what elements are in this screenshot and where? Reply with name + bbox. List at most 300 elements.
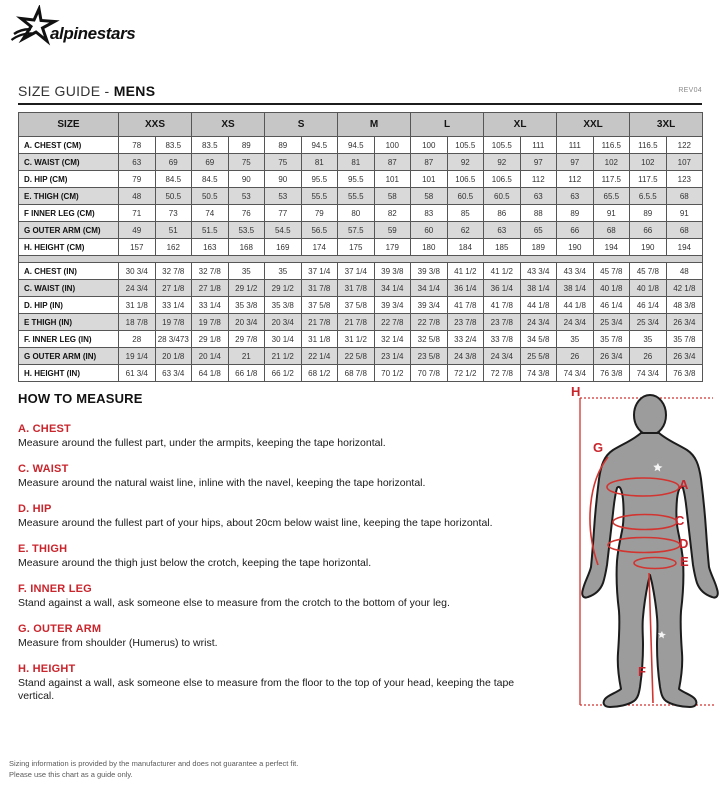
size-header-xl: XL: [484, 113, 557, 137]
size-header-xxs: XXS: [119, 113, 192, 137]
size-cell: 87: [411, 154, 448, 171]
measure-item: [18, 623, 553, 650]
size-cell: 35: [228, 263, 265, 280]
size-cell: 68: [666, 188, 703, 205]
size-cell: 39 3/8: [374, 263, 411, 280]
size-cell: 25 5/8: [520, 348, 557, 365]
size-cell: 194: [593, 239, 630, 256]
size-cell: 36 1/4: [447, 280, 484, 297]
size-cell: 64 1/8: [192, 365, 229, 382]
size-cell: 24 3/4: [520, 314, 557, 331]
measure-item: [18, 503, 553, 530]
size-cell: 35: [265, 263, 302, 280]
size-cell: 111: [520, 137, 557, 154]
size-cell: 90: [228, 171, 265, 188]
size-cell: 68 7/8: [338, 365, 375, 382]
measure-list: [18, 423, 553, 703]
row-label: C. WAIST (CM): [19, 154, 119, 171]
size-cell: 76 3/8: [593, 365, 630, 382]
size-table: [18, 112, 703, 382]
size-cell: 19 7/8: [155, 314, 192, 331]
row-label: E THIGH (IN): [19, 314, 119, 331]
size-cell: 41 7/8: [484, 297, 521, 314]
size-cell: 123: [666, 171, 703, 188]
size-cell: 24 3/4: [557, 314, 594, 331]
size-cell: 180: [411, 239, 448, 256]
size-cell: 71: [119, 205, 156, 222]
size-cell: 89: [557, 205, 594, 222]
row-label: G OUTER ARM (CM): [19, 222, 119, 239]
table-row: [19, 365, 703, 382]
size-cell: 31 7/8: [338, 280, 375, 297]
size-cell: 26 3/4: [666, 314, 703, 331]
row-label: G OUTER ARM (IN): [19, 348, 119, 365]
size-cell: 24 3/4: [484, 348, 521, 365]
size-cell: 66 1/8: [228, 365, 265, 382]
size-cell: 175: [338, 239, 375, 256]
size-cell: 95.5: [338, 171, 375, 188]
size-cell: 27 1/8: [192, 280, 229, 297]
size-cell: 112: [520, 171, 557, 188]
size-cell: 22 7/8: [374, 314, 411, 331]
size-cell: 20 3/4: [265, 314, 302, 331]
size-cell: 40 1/8: [593, 280, 630, 297]
size-cell: 48: [666, 263, 703, 280]
size-cell: 94.5: [301, 137, 338, 154]
size-cell: 75: [228, 154, 265, 171]
size-cell: 101: [411, 171, 448, 188]
size-cell: 75: [265, 154, 302, 171]
size-cell: 190: [557, 239, 594, 256]
size-cell: 48 3/8: [666, 297, 703, 314]
page-title: [18, 83, 702, 99]
size-cell: 37 5/8: [338, 297, 375, 314]
size-cell: 35 3/8: [228, 297, 265, 314]
size-cell: 63: [119, 154, 156, 171]
table-row: [19, 280, 703, 297]
size-cell: 122: [666, 137, 703, 154]
row-label: A. CHEST (CM): [19, 137, 119, 154]
row-label: D. HIP (CM): [19, 171, 119, 188]
size-cell: 117.5: [593, 171, 630, 188]
size-cell: 32 5/8: [411, 331, 448, 348]
size-cell: 69: [192, 154, 229, 171]
size-cell: 55.5: [338, 188, 375, 205]
how-to-measure-title: HOW TO MEASURE: [18, 391, 143, 406]
measure-heading: D. HIP: [18, 503, 52, 515]
size-cell: 57.5: [338, 222, 375, 239]
table-row: [19, 331, 703, 348]
size-cell: 105.5: [447, 137, 484, 154]
size-cell: 74 3/8: [520, 365, 557, 382]
size-cell: 86: [484, 205, 521, 222]
size-header-xs: XS: [192, 113, 265, 137]
size-cell: 89: [630, 205, 667, 222]
size-cell: 184: [447, 239, 484, 256]
size-cell: 19 7/8: [192, 314, 229, 331]
size-cell: 41 1/2: [484, 263, 521, 280]
size-cell: 18 7/8: [119, 314, 156, 331]
size-cell: 25 3/4: [630, 314, 667, 331]
body-figure: [555, 385, 720, 717]
size-cell: 23 5/8: [411, 348, 448, 365]
size-cell: 33 7/8: [484, 331, 521, 348]
size-cell: 38 1/4: [557, 280, 594, 297]
size-cell: 72 7/8: [484, 365, 521, 382]
size-cell: 32 7/8: [155, 263, 192, 280]
size-cell: 102: [593, 154, 630, 171]
size-header-l: L: [411, 113, 484, 137]
size-cell: 37 5/8: [301, 297, 338, 314]
size-cell: 46 1/4: [593, 297, 630, 314]
size-cell: 74 3/4: [557, 365, 594, 382]
size-cell: 60: [411, 222, 448, 239]
size-cell: 58: [411, 188, 448, 205]
size-cell: 65: [520, 222, 557, 239]
table-row: [19, 297, 703, 314]
size-header-xxl: XXL: [557, 113, 630, 137]
size-cell: 76 3/8: [666, 365, 703, 382]
size-cell: 43 3/4: [520, 263, 557, 280]
size-cell: 41 7/8: [447, 297, 484, 314]
table-row: [19, 205, 703, 222]
size-cell: 62: [447, 222, 484, 239]
page-title-prefix: SIZE GUIDE -: [18, 83, 114, 99]
size-cell: 63: [484, 222, 521, 239]
footer-disclaimer: [9, 758, 298, 780]
table-row: [19, 314, 703, 331]
figure-label-g: G: [593, 440, 604, 455]
size-cell: 77: [265, 205, 302, 222]
size-cell: 54.5: [265, 222, 302, 239]
size-cell: 23 1/4: [374, 348, 411, 365]
size-cell: 30 1/4: [265, 331, 302, 348]
size-cell: 6.5.5: [630, 188, 667, 205]
size-cell: 20 1/4: [192, 348, 229, 365]
size-cell: 107: [666, 154, 703, 171]
size-cell: 33 2/4: [447, 331, 484, 348]
size-cell: 68: [666, 222, 703, 239]
size-cell: 60.5: [447, 188, 484, 205]
measure-item: [18, 663, 553, 703]
size-cell: 65.5: [593, 188, 630, 205]
size-cell: 84.5: [192, 171, 229, 188]
size-cell: 33 1/4: [155, 297, 192, 314]
size-cell: 100: [374, 137, 411, 154]
size-cell: 102: [630, 154, 667, 171]
footer-line-2: Please use this chart as a guide only.: [9, 770, 133, 779]
size-cell: 20 3/4: [228, 314, 265, 331]
size-cell: 26: [630, 348, 667, 365]
size-cell: 90: [265, 171, 302, 188]
size-cell: 43 3/4: [557, 263, 594, 280]
size-cell: 30 3/4: [119, 263, 156, 280]
size-cell: 73: [155, 205, 192, 222]
brand-wordmark: alpinestars: [50, 24, 136, 43]
size-cell: 81: [338, 154, 375, 171]
size-cell: 106.5: [447, 171, 484, 188]
size-cell: 21 7/8: [301, 314, 338, 331]
size-cell: 34 5/8: [520, 331, 557, 348]
figure-label-f: F: [638, 664, 646, 679]
table-row: [19, 154, 703, 171]
size-cell: 78: [119, 137, 156, 154]
size-cell: 66: [630, 222, 667, 239]
size-cell: 66 1/2: [265, 365, 302, 382]
size-cell: 74: [192, 205, 229, 222]
size-cell: 26 3/4: [593, 348, 630, 365]
size-cell: 45 7/8: [630, 263, 667, 280]
size-cell: 106.5: [484, 171, 521, 188]
figure-label-c: C: [675, 513, 685, 528]
size-cell: 22 5/8: [338, 348, 375, 365]
size-cell: 36 1/4: [484, 280, 521, 297]
size-cell: 190: [630, 239, 667, 256]
size-cell: 35: [557, 331, 594, 348]
size-cell: 29 1/8: [192, 331, 229, 348]
size-cell: 39 3/4: [374, 297, 411, 314]
size-cell: 94.5: [338, 137, 375, 154]
size-cell: 60.5: [484, 188, 521, 205]
size-cell: 50.5: [155, 188, 192, 205]
size-cell: 19 1/4: [119, 348, 156, 365]
row-label: D. HIP (IN): [19, 297, 119, 314]
size-cell: 28 3/473: [155, 331, 192, 348]
size-cell: 72 1/2: [447, 365, 484, 382]
size-cell: 39 3/4: [411, 297, 448, 314]
size-cell: 63: [557, 188, 594, 205]
size-cell: 29 1/2: [228, 280, 265, 297]
measure-description: Measure around the natural waist line, inline with the navel, keeping the tape horizontal.: [18, 477, 426, 489]
size-cell: 41 1/2: [447, 263, 484, 280]
size-cell: 53: [265, 188, 302, 205]
size-cell: 53: [228, 188, 265, 205]
footer-line-1: Sizing information is provided by the manufacturer and does not guarantee a perfect fit.: [9, 759, 299, 768]
size-cell: 29 7/8: [228, 331, 265, 348]
size-cell: 66: [557, 222, 594, 239]
size-cell: 69: [155, 154, 192, 171]
size-cell: 42 1/8: [666, 280, 703, 297]
table-row: [19, 171, 703, 188]
size-cell: 91: [593, 205, 630, 222]
size-cell: 39 3/8: [411, 263, 448, 280]
size-cell: 23 7/8: [484, 314, 521, 331]
measure-description: Measure around the fullest part of your hips, about 20cm below waist line, keeping the tape horizontal.: [18, 517, 493, 529]
size-cell: 76: [228, 205, 265, 222]
size-cell: 34 1/4: [374, 280, 411, 297]
size-cell: 117.5: [630, 171, 667, 188]
size-cell: 68: [593, 222, 630, 239]
size-cell: 83: [411, 205, 448, 222]
size-cell: 179: [374, 239, 411, 256]
size-cell: 37 1/4: [301, 263, 338, 280]
table-row: [19, 137, 703, 154]
size-cell: 95.5: [301, 171, 338, 188]
size-cell: 79: [301, 205, 338, 222]
table-separator-row: [19, 256, 703, 263]
size-header-3xl: 3XL: [630, 113, 703, 137]
size-cell: 37 1/4: [338, 263, 375, 280]
figure-label-h: H: [571, 385, 581, 399]
measure-heading: C. WAIST: [18, 463, 69, 475]
size-cell: 51: [155, 222, 192, 239]
table-row: [19, 348, 703, 365]
size-cell: 101: [374, 171, 411, 188]
size-cell: 157: [119, 239, 156, 256]
figure-label-d: D: [679, 536, 689, 551]
measure-heading: H. HEIGHT: [18, 663, 76, 675]
size-cell: 25 3/4: [593, 314, 630, 331]
size-cell: 49: [119, 222, 156, 239]
size-cell: 35: [630, 331, 667, 348]
size-cell: 35 7/8: [593, 331, 630, 348]
size-cell: 22 1/4: [301, 348, 338, 365]
row-label: A. CHEST (IN): [19, 263, 119, 280]
size-cell: 29 1/2: [265, 280, 302, 297]
size-cell: 24 3/4: [119, 280, 156, 297]
size-cell: 74 3/4: [630, 365, 667, 382]
size-cell: 45 7/8: [593, 263, 630, 280]
row-label: H. HEIGHT (IN): [19, 365, 119, 382]
alpinestars-logo: [8, 5, 168, 51]
size-cell: 21: [228, 348, 265, 365]
size-cell: 88: [520, 205, 557, 222]
table-header-row: [19, 113, 703, 137]
row-label: E. THIGH (CM): [19, 188, 119, 205]
size-cell: 89: [228, 137, 265, 154]
size-cell: 26 3/4: [666, 348, 703, 365]
size-cell: 97: [520, 154, 557, 171]
size-cell: 31 7/8: [301, 280, 338, 297]
size-cell: 79: [119, 171, 156, 188]
measure-description: Stand against a wall, ask someone else to measure from the floor to the top of your head, keeping the tape vertical.: [18, 677, 515, 702]
size-cell: 34 1/4: [411, 280, 448, 297]
revision-label: REV04: [678, 87, 702, 94]
size-cell: 80: [338, 205, 375, 222]
size-cell: 38 1/4: [520, 280, 557, 297]
size-cell: 26: [557, 348, 594, 365]
size-cell: 21 1/2: [265, 348, 302, 365]
size-cell: 56.5: [301, 222, 338, 239]
table-row: [19, 188, 703, 205]
size-header-m: M: [338, 113, 411, 137]
measure-description: Stand against a wall, ask someone else to measure from the crotch to the bottom of your leg.: [18, 597, 450, 609]
size-cell: 33 1/4: [192, 297, 229, 314]
size-cell: 35 7/8: [666, 331, 703, 348]
page-title-gender: MENS: [113, 83, 156, 99]
size-cell: 53.5: [228, 222, 265, 239]
size-cell: 70 7/8: [411, 365, 448, 382]
size-cell: 105.5: [484, 137, 521, 154]
size-cell: 87: [374, 154, 411, 171]
row-label: F. INNER LEG (IN): [19, 331, 119, 348]
size-cell: 21 7/8: [338, 314, 375, 331]
size-cell: 40 1/8: [630, 280, 667, 297]
brand-star-icon: [12, 9, 55, 41]
size-cell: 27 1/8: [155, 280, 192, 297]
size-cell: 68 1/2: [301, 365, 338, 382]
inner-leg-measure-line: [649, 573, 653, 703]
size-cell: 48: [119, 188, 156, 205]
size-cell: 91: [666, 205, 703, 222]
size-cell: 31 1/2: [338, 331, 375, 348]
size-cell: 50.5: [192, 188, 229, 205]
size-cell: 85: [447, 205, 484, 222]
size-cell: 63: [520, 188, 557, 205]
size-cell: 20 1/8: [155, 348, 192, 365]
size-cell: 32 1/4: [374, 331, 411, 348]
row-label: C. WAIST (IN): [19, 280, 119, 297]
size-cell: 116.5: [593, 137, 630, 154]
size-cell: 84.5: [155, 171, 192, 188]
table-row: [19, 263, 703, 280]
size-cell: 63 3/4: [155, 365, 192, 382]
size-cell: 92: [447, 154, 484, 171]
size-cell: 82: [374, 205, 411, 222]
size-cell: 61 3/4: [119, 365, 156, 382]
measure-item: [18, 583, 553, 610]
size-cell: 55.5: [301, 188, 338, 205]
size-cell: 51.5: [192, 222, 229, 239]
size-column-header: SIZE: [19, 113, 119, 137]
measure-heading: G. OUTER ARM: [18, 623, 102, 635]
size-cell: 31 1/8: [119, 297, 156, 314]
row-label: F INNER LEG (CM): [19, 205, 119, 222]
size-cell: 92: [484, 154, 521, 171]
size-cell: 100: [411, 137, 448, 154]
size-cell: 83.5: [192, 137, 229, 154]
size-cell: 35 3/8: [265, 297, 302, 314]
size-cell: 168: [228, 239, 265, 256]
title-rule: [18, 103, 702, 105]
size-cell: 58: [374, 188, 411, 205]
size-header-s: S: [265, 113, 338, 137]
size-cell: 44 1/8: [557, 297, 594, 314]
size-cell: 28: [119, 331, 156, 348]
size-cell: 31 1/8: [301, 331, 338, 348]
size-cell: 169: [265, 239, 302, 256]
size-cell: 44 1/8: [520, 297, 557, 314]
measure-heading: E. THIGH: [18, 543, 68, 555]
measure-description: Measure around the fullest part, under the armpits, keeping the tape horizontal.: [18, 437, 386, 449]
size-cell: 24 3/8: [447, 348, 484, 365]
measure-description: Measure from shoulder (Humerus) to wrist.: [18, 637, 218, 649]
title-row: [18, 83, 702, 101]
size-cell: 163: [192, 239, 229, 256]
measure-description: Measure around the thigh just below the crotch, keeping the tape horizontal.: [18, 557, 372, 569]
size-cell: 189: [520, 239, 557, 256]
table-row: [19, 239, 703, 256]
figure-label-e: E: [680, 554, 689, 569]
measure-item: [18, 423, 553, 450]
how-to-measure-section: [18, 391, 553, 716]
measure-item: [18, 543, 553, 570]
measure-heading: F. INNER LEG: [18, 583, 92, 595]
measure-heading: A. CHEST: [18, 423, 71, 435]
size-cell: 97: [557, 154, 594, 171]
size-cell: 59: [374, 222, 411, 239]
size-cell: 32 7/8: [192, 263, 229, 280]
size-cell: 22 7/8: [411, 314, 448, 331]
figure-label-a: A: [679, 477, 689, 492]
size-cell: 83.5: [155, 137, 192, 154]
size-cell: 89: [265, 137, 302, 154]
size-cell: 194: [666, 239, 703, 256]
size-cell: 116.5: [630, 137, 667, 154]
size-cell: 23 7/8: [447, 314, 484, 331]
size-cell: 111: [557, 137, 594, 154]
size-cell: 70 1/2: [374, 365, 411, 382]
